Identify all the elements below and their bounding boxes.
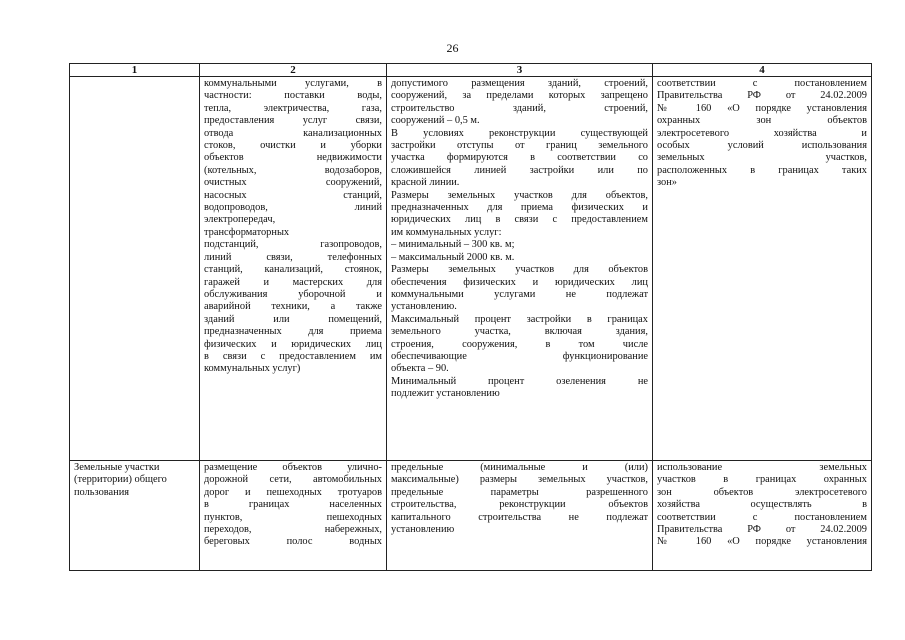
text-line: отвода канализационных (204, 127, 382, 139)
text-line: Размеры земельных участков для объектов, (391, 189, 648, 201)
text-line: объекта – 90. (391, 363, 449, 375)
text-line: дорог и пешеходных тротуаров (204, 486, 382, 498)
text-line: обеспечения физических и юридических лиц (391, 276, 648, 288)
text-line: – максимальный 2000 кв. м. (391, 251, 515, 263)
text-line: строительство зданий, строений, (391, 102, 648, 114)
text-line: особых условий использования (657, 140, 867, 152)
regulations-table (69, 63, 872, 571)
text-line: хозяйства осуществлять в (657, 499, 867, 511)
text-line: очистных сооружений, (204, 177, 382, 189)
text-line: насосных станций, (204, 189, 382, 201)
text-line: стоков, очистки и уборки (204, 140, 382, 152)
text-line: трансформаторных (204, 226, 290, 238)
text-line: установлению. (391, 301, 457, 313)
text-line: капитального строительства не подлежат (391, 511, 648, 523)
table-row (70, 461, 872, 571)
text-line: сооружений, за пределами которых запрещено (391, 90, 648, 102)
text-line: Максимальный процент застройки в границах (391, 313, 648, 325)
text-line: водопроводов, линий (204, 202, 382, 214)
text-line: предназначенных для приема (204, 326, 382, 338)
text-line: гаражей и мастерских для (204, 276, 382, 288)
text-line: аварийной техники, а также (204, 301, 382, 313)
text-line: № 160 «О порядке установления (657, 102, 867, 114)
text-line: допустимого размещения зданий, строений, (391, 78, 648, 89)
text-line: предоставления услуг связи, (204, 115, 382, 127)
text-line: участков в границах охранных (657, 474, 867, 486)
text-line: строительства, реконструкции объектов (391, 499, 648, 511)
text-line: подстанций, газопроводов, (204, 239, 382, 251)
column-header-3: 3 (387, 64, 653, 77)
table-cell-parameters (387, 77, 653, 461)
text-line: строения, сооружения, в том числе (391, 338, 648, 350)
text-line: пользования (74, 486, 130, 498)
text-line: переходов, набережных, (204, 524, 382, 536)
column-header-2: 2 (200, 64, 387, 77)
text-line: Минимальный процент озеленения не (391, 375, 648, 387)
text-line: обслуживания уборочной и (204, 288, 382, 300)
text-line: Земельные участки (74, 462, 160, 473)
text-line: (территории) общего (74, 474, 167, 486)
table-row (70, 77, 872, 461)
text-line: зданий или помещений, (204, 313, 382, 325)
text-line: Правительства РФ от 24.02.2009 (657, 90, 867, 102)
table-cell-land-use-type (70, 461, 200, 571)
text-line: земельных участков, (657, 152, 867, 164)
text-line: размещение объектов улично- (204, 462, 382, 473)
text-line: коммунальными услугами, в (204, 78, 382, 89)
column-header-4: 4 (653, 64, 872, 77)
text-line: коммунальных услуг) (204, 363, 301, 375)
text-line: предельные параметры разрешенного (391, 486, 648, 498)
text-line: сложившейся линией застройки или по (391, 164, 648, 176)
table-cell-permitted-use (200, 461, 387, 571)
text-line: береговых полос водных (204, 536, 382, 548)
text-line: линий связи, телефонных (204, 251, 382, 263)
text-line: тепла, электричества, газа, (204, 102, 382, 114)
table-cell-restrictions (653, 77, 872, 461)
text-line: красной линии. (391, 177, 460, 189)
text-line: расположенных в границах таких (657, 164, 867, 176)
text-line: пунктов, пешеходных (204, 511, 382, 523)
text-line: физических и юридических лиц (204, 338, 382, 350)
text-line: обеспечивающие функционирование (391, 350, 648, 362)
text-line: юридических лиц в связи с предоставлением (391, 214, 648, 226)
text-line: предназначенных для приема физических и (391, 202, 648, 214)
text-line: – минимальный – 300 кв. м; (391, 239, 515, 251)
text-line: земельного участка, включая здания, (391, 326, 648, 338)
text-line: зон объектов электросетевого (657, 486, 867, 498)
text-line: частности: поставки воды, (204, 90, 382, 102)
text-line: электросетевого хозяйства и (657, 127, 867, 139)
table-cell-parameters (387, 461, 653, 571)
text-line: Размеры земельных участков для объектов (391, 264, 648, 276)
text-line: им коммунальных услуг: (391, 226, 502, 238)
text-line: В условиях реконструкции существующей (391, 127, 648, 139)
page-number: 26 (446, 41, 459, 55)
table-cell-restrictions (653, 461, 872, 571)
text-line: использование земельных (657, 462, 867, 473)
text-line: дорожной сети, автомобильных (204, 474, 382, 486)
text-line: станций, канализаций, стоянок, (204, 264, 382, 276)
text-line: в связи с предоставлением им (204, 350, 382, 362)
text-line: предельные (минимальные и (или) (391, 462, 648, 473)
text-line: сооружений – 0,5 м. (391, 115, 480, 127)
table-cell-permitted-use (200, 77, 387, 461)
text-line: коммунальными услугами не подлежат (391, 288, 648, 300)
text-line: максимальные) размеры земельных участков, (391, 474, 648, 486)
text-line: охранных зон объектов (657, 115, 867, 127)
text-line: застройки отступы от границ земельного (391, 140, 648, 152)
text-line: № 160 «О порядке установления (657, 536, 867, 548)
text-line: электропередач, (204, 214, 276, 226)
text-line: установлению (391, 524, 455, 536)
text-line: соответствии с постановлением (657, 78, 867, 89)
text-line: зон» (657, 177, 677, 189)
text-line: (котельных, водозаборов, (204, 164, 382, 176)
column-header-1: 1 (70, 64, 200, 77)
text-line: объектов недвижимости (204, 152, 382, 164)
text-line: соответствии с постановлением (657, 511, 867, 523)
text-line: Правительства РФ от 24.02.2009 (657, 524, 867, 536)
text-line: подлежит установлению (391, 388, 500, 400)
table-header-row (70, 64, 872, 77)
table-cell-land-use-type (70, 77, 200, 461)
text-line: в границах населенных (204, 499, 382, 511)
text-line: участка формируются в соответствии со (391, 152, 648, 164)
